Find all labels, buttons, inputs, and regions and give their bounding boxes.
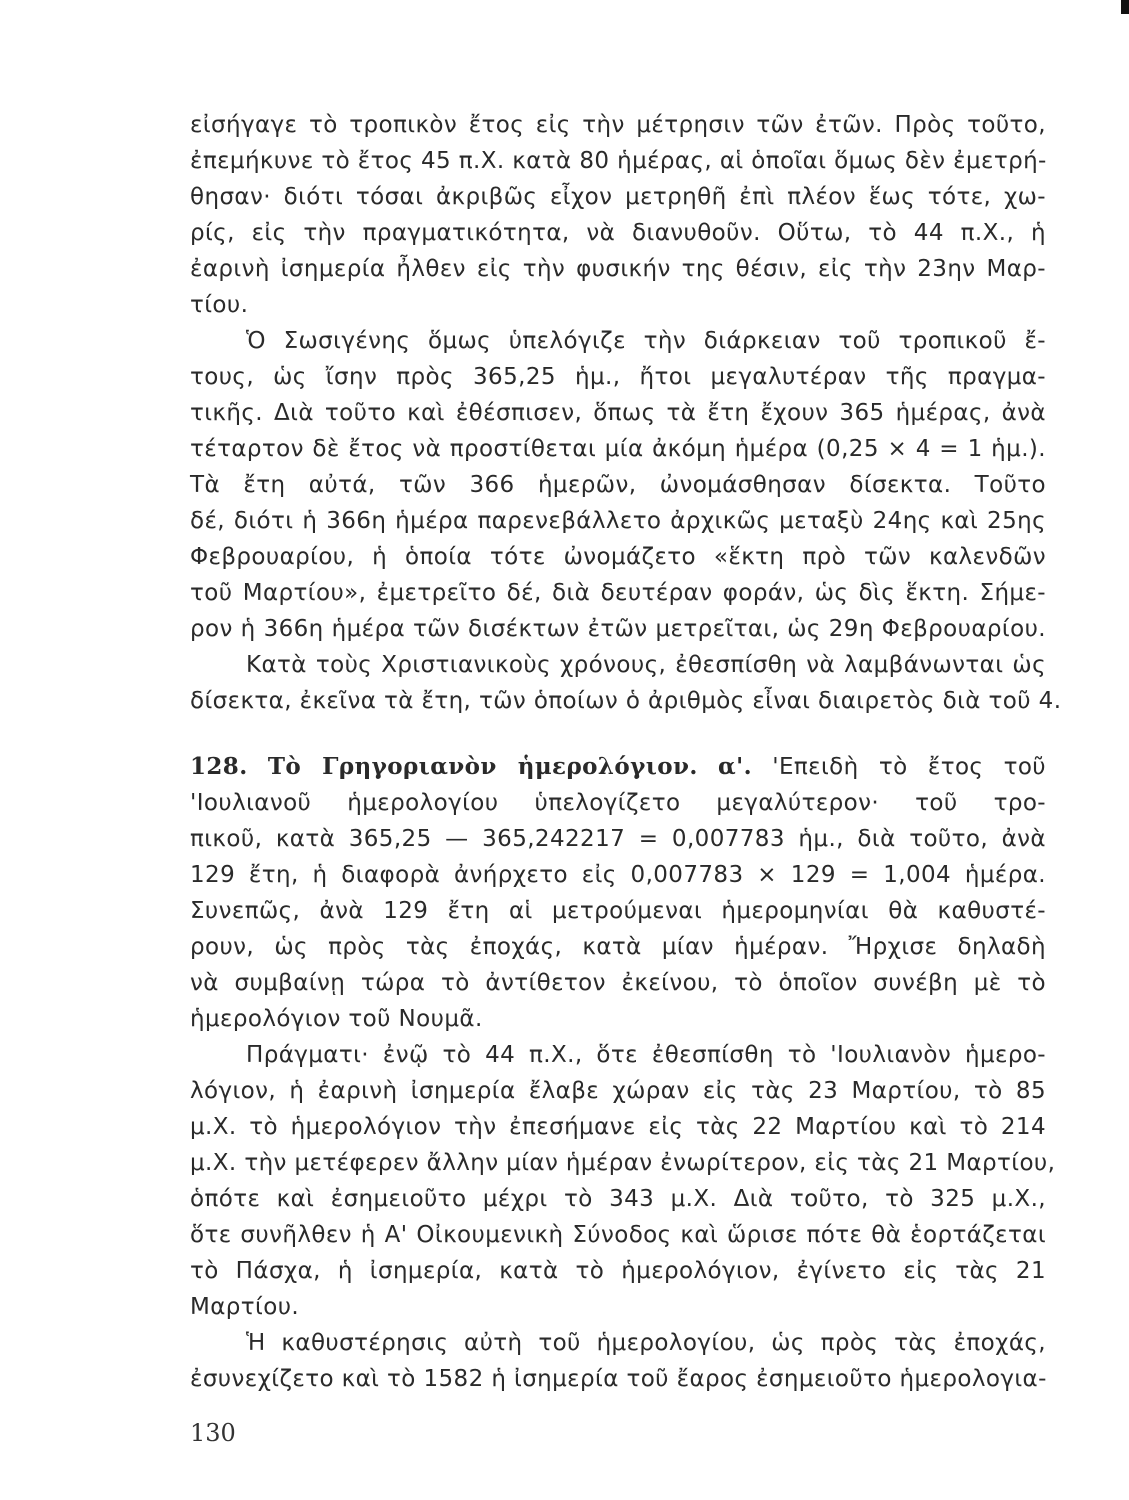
text-line: τους, ὡς ἴσην πρὸς 365,25 ἡμ., ἤτοι μεγαλυτέραν τῆς πραγμα- — [190, 364, 1046, 390]
text-line: Πράγματι· ἐνῷ τὸ 44 π.Χ., ὅτε ἐθεσπίσθη τὸ 'Ιουλιανὸν ἡμερο- — [246, 1042, 1046, 1068]
section-marker: α'. — [718, 753, 752, 780]
text-line: ἐαρινὴ ἰσημερία ἦλθεν εἰς τὴν φυσικήν της θέσιν, εἰς τὴν 23ην Μαρ- — [190, 256, 1046, 282]
text-line: ὁπότε καὶ ἐσημειοῦτο μέχρι τὸ 343 μ.Χ. Διὰ τοῦτο, τὸ 325 μ.Χ., — [190, 1186, 1046, 1212]
text-line: ρουν, ὡς πρὸς τὰς ἐποχάς, κατὰ μίαν ἡμέραν. Ἤρχισε δηλαδὴ — [190, 934, 1046, 960]
text-line: μ.Χ. τὸ ἡμερολόγιον τὴν ἐπεσήμανε εἰς τὰς 22 Μαρτίου καὶ τὸ 214 — [190, 1114, 1046, 1140]
text-line: 129 ἔτη, ἡ διαφορὰ ἀνήρχετο εἰς 0,007783 × 129 = 1,004 ἡμέρα. — [190, 862, 1046, 888]
text-line: Φεβρουαρίου, ἡ ὁποία τότε ὠνομάζετο «ἕκτη πρὸ τῶν καλενδῶν — [190, 544, 1046, 570]
text-line: δέ, διότι ἡ 366η ἡμέρα παρενεβάλλετο ἀρχικῶς μεταξὺ 24ης καὶ 25ης — [190, 508, 1046, 534]
text-line: 'Ιουλιανοῦ ἡμερολογίου ὑπελογίζετο μεγαλύτερον· τοῦ τρο- — [190, 790, 1046, 816]
text-line: τὸ Πάσχα, ἡ ἰσημερία, κατὰ τὸ ἡμερολόγιον, ἐγίνετο εἰς τὰς 21 — [190, 1258, 1046, 1284]
section-title: Τὸ Γρηγοριανὸν ἡμερολόγιον. — [267, 753, 698, 780]
text-line: ἡμερολόγιον τοῦ Νουμᾶ. — [190, 1006, 483, 1032]
text-line: τέταρτον δὲ ἔτος νὰ προστίθεται μία ἀκόμη ἡμέρα (0,25 × 4 = 1 ἡμ.). — [190, 436, 1046, 462]
text-line: τικῆς. Διὰ τοῦτο καὶ ἐθέσπισεν, ὅπως τὰ ἔτη ἔχουν 365 ἡμέρας, ἀνὰ — [190, 400, 1046, 426]
text-line: θησαν· διότι τόσαι ἀκριβῶς εἶχον μετρηθῆ ἐπὶ πλέον ἕως τότε, χω- — [190, 184, 1046, 210]
text-line: μ.Χ. τὴν μετέφερεν ἄλλην μίαν ἡμέραν ἐνωρίτερον, εἰς τὰς 21 Μαρτίου, — [190, 1150, 1056, 1176]
text-line: Τὰ ἔτη αὐτά, τῶν 366 ἡμερῶν, ὠνομάσθησαν δίσεκτα. Τοῦτο — [190, 472, 1046, 498]
text-line: Ἡ καθυστέρησις αὐτὴ τοῦ ἡμερολογίου, ὡς πρὸς τὰς ἐποχάς, — [246, 1330, 1046, 1356]
text-line: πικοῦ, κατὰ 365,25 — 365,242217 = 0,007783 ἡμ., διὰ τοῦτο, ἀνὰ — [190, 826, 1046, 852]
text-line: Κατὰ τοὺς Χριστιανικοὺς χρόνους, ἐθεσπίσθη νὰ λαμβάνωνται ὡς — [246, 652, 1046, 678]
text-line: ἐπεμήκυνε τὸ ἔτος 45 π.Χ. κατὰ 80 ἡμέρας, αἱ ὁποῖαι ὅμως δὲν ἐμετρή- — [190, 148, 1047, 174]
page-number: 130 — [190, 1419, 236, 1447]
text-line: ρον ἡ 366η ἡμέρα τῶν δισέκτων ἐτῶν μετρεῖται, ὡς 29η Φεβρουαρίου. — [190, 616, 1046, 642]
text-line: Συνεπῶς, ἀνὰ 129 ἔτη αἱ μετρούμεναι ἡμερομηνίαι θὰ καθυστέ- — [190, 898, 1046, 924]
text-line: τίου. — [190, 292, 249, 318]
text-line: τοῦ Μαρτίου», ἐμετρεῖτο δέ, διὰ δευτέραν φοράν, ὡς δὶς ἕκτη. Σήμε- — [190, 580, 1046, 606]
text-line: Ὁ Σωσιγένης ὅμως ὑπελόγιζε τὴν διάρκειαν τοῦ τροπικοῦ ἔ- — [246, 328, 1046, 354]
text-line: ὅτε συνῆλθεν ἡ Α' Οἰκουμενικὴ Σύνοδος καὶ ὥρισε πότε θὰ ἑορτάζεται — [190, 1222, 1046, 1248]
section-heading-line — [190, 750, 1046, 784]
text-line: Μαρτίου. — [190, 1294, 300, 1320]
text-line: ἐσυνεχίζετο καὶ τὸ 1582 ἡ ἰσημερία τοῦ ἔαρος ἐσημειοῦτο ἡμερολογια- — [190, 1366, 1047, 1392]
text-line: εἰσήγαγε τὸ τροπικὸν ἔτος εἰς τὴν μέτρησιν τῶν ἐτῶν. Πρὸς τοῦτο, — [190, 112, 1046, 138]
text-line: ρίς, εἰς τὴν πραγματικότητα, νὰ διανυθοῦν. Οὕτω, τὸ 44 π.Χ., ἡ — [190, 220, 1046, 246]
heading-line-text: 'Επειδὴ τὸ ἔτος τοῦ — [772, 754, 1046, 780]
section-number: 128. — [190, 753, 248, 780]
text-line: λόγιον, ἡ ἐαρινὴ ἰσημερία ἔλαβε χώραν εἰς τὰς 23 Μαρτίου, τὸ 85 — [190, 1078, 1046, 1104]
text-line: δίσεκτα, ἐκεῖνα τὰ ἔτη, τῶν ὁποίων ὁ ἀριθμὸς εἶναι διαιρετὸς διὰ τοῦ 4. — [190, 688, 1062, 714]
text-line: νὰ συμβαίνῃ τώρα τὸ ἀντίθετον ἐκείνου, τὸ ὁποῖον συνέβη μὲ τὸ — [190, 970, 1046, 996]
